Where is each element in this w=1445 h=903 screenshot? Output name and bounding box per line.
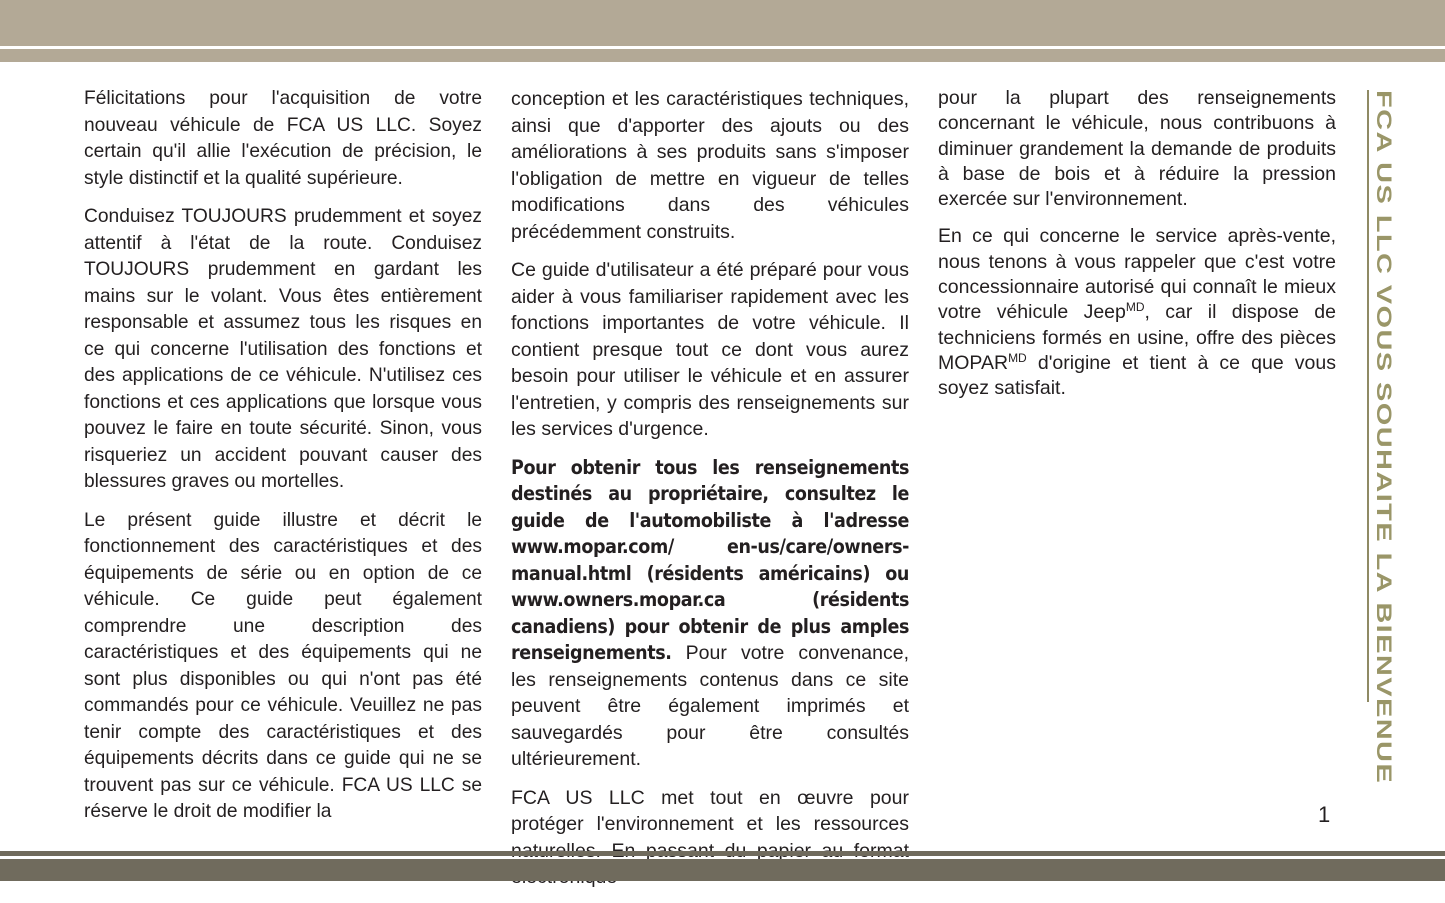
trademark-sup-mopar: MD [1008, 350, 1027, 365]
paragraph-paper-reduction: pour la plupart des renseignements concernant le véhicule, nous contribuons à diminuer grandement la demande de produits à base de bois et à réduire la pression exercée sur l'environnement. [938, 87, 1336, 211]
paragraph-user-guide: Ce guide d'utilisateur a été préparé pour vous aider à vous familiariser rapidement avec les fonctions importantes de votre véhicule. Il contient presque tout ce dont vous aurez besoin pour utiliser le véhicule et en assurer l'entretien, y compris des renseignements sur les services d'urgence. [511, 259, 909, 440]
page-number: 1 [1318, 802, 1331, 827]
text-column-3 [938, 86, 1336, 414]
dealer-text-b: , car il dispose de techniciens formés en usine, offre des pièces MOPAR [938, 301, 1336, 374]
dealer-text-a: En ce qui concerne le service après-vente, nous tenons à vous rappeler que c'est votre concessionnaire autorisé qui connaît le mieux votre véhicule Jeep [938, 225, 1336, 324]
header-rule [0, 49, 1445, 62]
chapter-side-title [1367, 90, 1403, 785]
owner-info-text: Pour votre convenance, les renseignements contenus dans ce site peuvent être également imprimés et sauvegardés pour être consultés ultérieurement. [511, 642, 909, 770]
paragraph-dealer-service [938, 224, 1336, 401]
footer-band [0, 859, 1445, 881]
owner-info-bold-text: Pour obtenir tous les renseignements destinés au propriétaire, consultez le guide de l'automobiliste à l'adresse www.mopar.com/ en-us/care/owners-manual.html (résidents américains) ou www.owners.mopar.ca (résidents canadiens) pour obtenir de plus amples renseignements. [511, 455, 909, 664]
paragraph-design-changes: conception et les caractéristiques techniques, ainsi que d'apporter des ajouts ou des améliorations à ses produits sans s'imposer l'obligation de mettre en vigueur de telles modifications dans des véhicules précédemment construits. [511, 88, 909, 243]
text-column-2 [511, 86, 909, 903]
trademark-sup-jeep: MD [1125, 300, 1145, 315]
header-band [0, 0, 1445, 46]
paragraph-owner-info [511, 455, 909, 773]
dealer-text-c: d'origine et tient à ce que vous soyez satisfait. [938, 351, 1336, 400]
paragraph-guide-description: Le présent guide illustre et décrit le fonctionnement des caractéristiques et des équipements de série ou en option de ce véhicule. Ce guide peut également comprendre une description des caractéristiques et des équipements qui ne sont plus disponibles ou qui n'ont pas été commandés pour ce véhicule. Veuillez ne pas tenir compte des caractéristiques et des équipements décrits dans ce guide qui ne se trouvent pas sur ce véhicule. FCA US LLC se réserve le droit de modifier la [84, 509, 482, 822]
text-column-1 [84, 86, 482, 838]
paragraph-congratulations: Félicitations pour l'acquisition de votre nouveau véhicule de FCA US LLC. Soyez certain qu'il allie l'exécution de précision, le style distinctif et la qualité supérieure. [84, 88, 482, 189]
paragraph-environment: FCA US LLC met tout en œuvre pour protéger l'environnement et les ressources [511, 786, 909, 835]
paragraph-safety-warning: Conduisez TOUJOURS prudemment et soyez attentif à l'état de la route. Conduisez TOUJOURS prudemment en gardant les mains sur le volant. Vous êtes entièrement responsable et assumez tous les risques en ce qui concerne l'utilisation des fonctions et des applications de ce véhicule. N'utilisez ces fonctions et ces applications que lorsque vous pouvez le faire en toute sécurité. Sinon, vous risqueriez un accident pouvant causer des blessures graves ou mortelles. [84, 206, 482, 492]
footer-rule [0, 851, 1445, 856]
chapter-title-text: FCA US LLC VOUS SOUHAITE LA BIENVENUE [1371, 90, 1395, 785]
